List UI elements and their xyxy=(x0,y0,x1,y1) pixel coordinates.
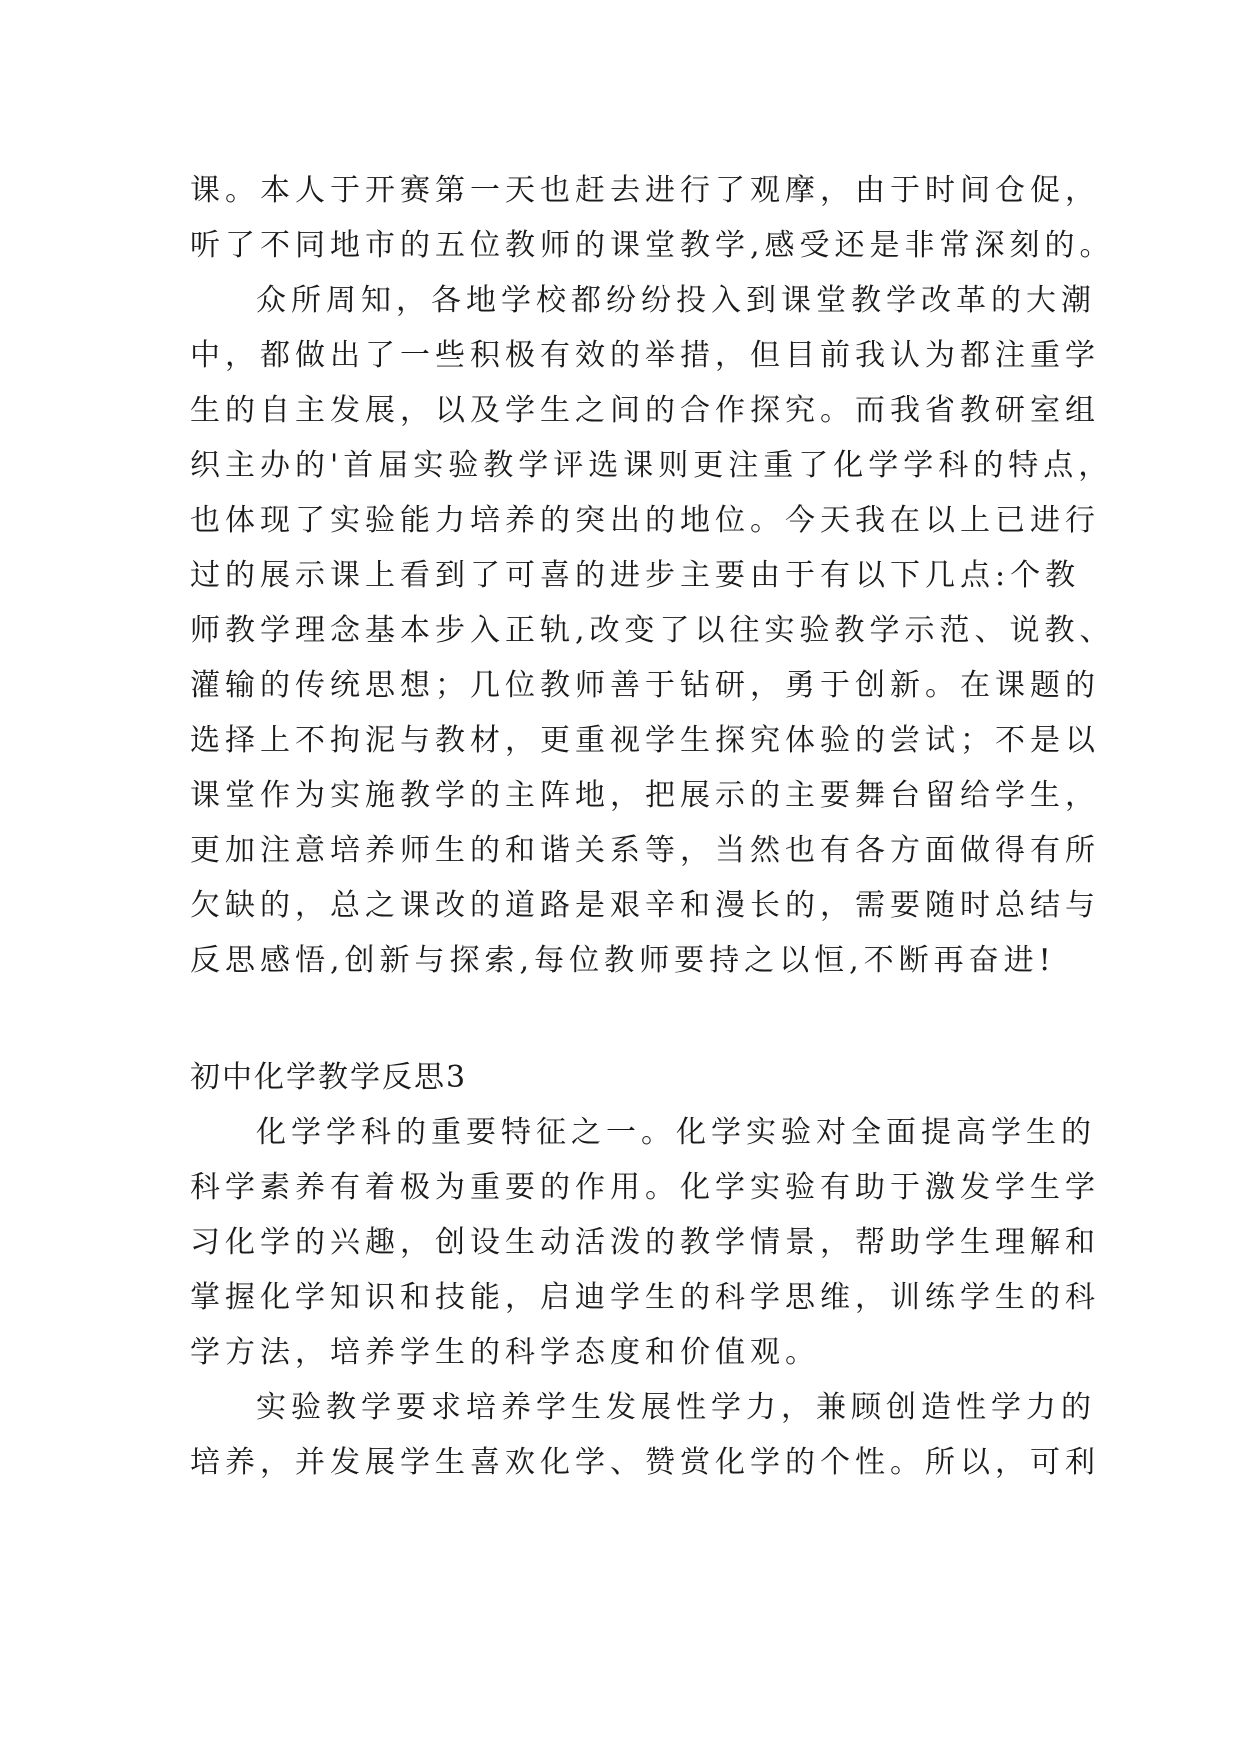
section-heading: 初中化学教学反思3 xyxy=(190,1060,468,1095)
paragraph-continued xyxy=(190,163,1115,273)
paragraph-importance xyxy=(190,1105,1100,1380)
text-line: 也体现了实验能力培养的突出的地位。今天我在以上已进行 xyxy=(190,503,1100,538)
text-line: 科学素养有着极为重要的作用。化学实验有助于激发学生学 xyxy=(190,1170,1100,1205)
document-body xyxy=(190,163,1115,1490)
text-line: 听了不同地市的五位教师的课堂教学,感受还是非常深刻的。 xyxy=(190,228,1115,263)
text-line: 学方法，培养学生的科学态度和价值观。 xyxy=(190,1335,820,1370)
text-line: 欠缺的，总之课改的道路是艰辛和漫长的，需要随时总结与 xyxy=(190,888,1100,923)
text-line: 掌握化学知识和技能，启迪学生的科学思维，训练学生的科 xyxy=(190,1280,1100,1315)
text-line: 课。本人于开赛第一天也赶去进行了观摩，由于时间仓促， xyxy=(190,173,1100,208)
text-line: 选择上不拘泥与教材，更重视学生探究体验的尝试；不是以 xyxy=(190,723,1100,758)
text-line: 中，都做出了一些积极有效的举措，但目前我认为都注重学 xyxy=(190,338,1100,373)
text-line: 过的展示课上看到了可喜的进步主要由于有以下几点:个教 xyxy=(190,558,1081,593)
text-line: 众所周知，各地学校都纷纷投入到课堂教学改革的大潮 xyxy=(256,283,1096,318)
paragraph-requirements xyxy=(190,1380,1100,1490)
text-line: 反思感悟,创新与探索,每位教师要持之以恒,不断再奋进! xyxy=(190,943,1056,978)
text-line: 织主办的'首届实验教学评选课则更注重了化学学科的特点， xyxy=(190,448,1114,483)
paragraph-observation xyxy=(190,273,1115,988)
text-line: 生的自主发展，以及学生之间的合作探究。而我省教研室组 xyxy=(190,393,1100,428)
section-gap xyxy=(190,988,1050,1050)
text-line: 培养，并发展学生喜欢化学、赞赏化学的个性。所以，可利 xyxy=(190,1445,1100,1480)
text-line: 师教学理念基本步入正轨,改变了以往实验教学示范、说教、 xyxy=(190,613,1115,648)
text-line: 灌输的传统思想；几位教师善于钻研，勇于创新。在课题的 xyxy=(190,668,1100,703)
text-line: 课堂作为实施教学的主阵地，把展示的主要舞台留给学生， xyxy=(190,778,1100,813)
text-line: 更加注意培养师生的和谐关系等，当然也有各方面做得有所 xyxy=(190,833,1100,868)
text-line: 化学学科的重要特征之一。化学实验对全面提高学生的 xyxy=(256,1115,1096,1150)
text-line: 实验教学要求培养学生发展性学力，兼顾创造性学力的 xyxy=(256,1390,1096,1425)
text-line: 习化学的兴趣，创设生动活泼的教学情景，帮助学生理解和 xyxy=(190,1225,1100,1260)
